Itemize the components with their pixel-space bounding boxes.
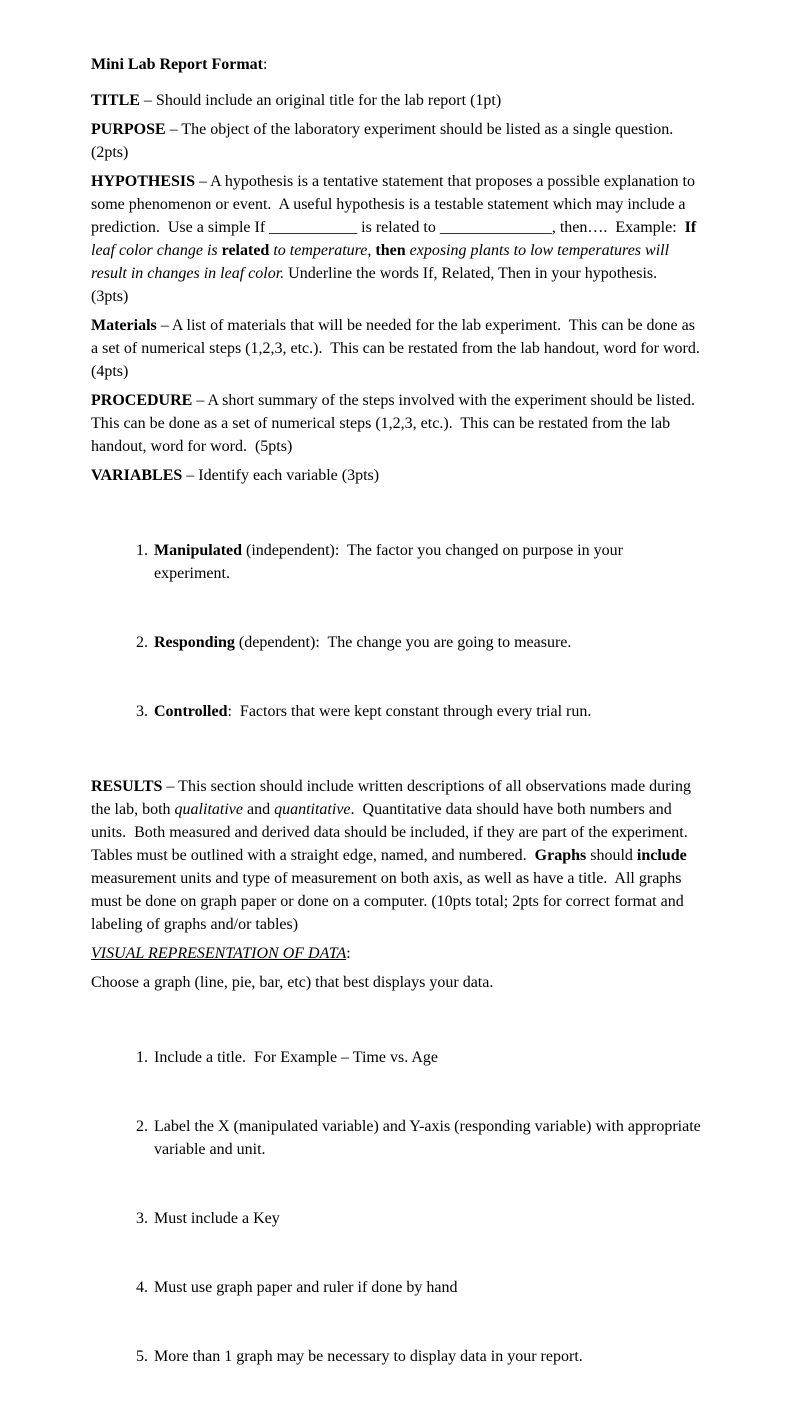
graph-item-axis-labels-text: Label the X (manipulated variable) and Y-axis (responding variable) with appropriate variable and unit. bbox=[154, 1118, 705, 1158]
results-include: include bbox=[636, 847, 687, 864]
graph-list-item-multiple-graphs bbox=[152, 1345, 702, 1368]
graph-list-item-axis-labels bbox=[152, 1115, 705, 1161]
procedure-text: – A short summary of the steps involved with the experiment should be listed. This can be done as a set of numerical steps (1,2,3, etc.). This can be restated from the lab handout, word for word. (5pts) bbox=[91, 392, 703, 455]
materials-text: – A list of materials that will be needed for the lab experiment. This can be done as a set of numerical steps (1,2,3, etc.). This can be restated from the lab handout, word for word. (4pts) bbox=[91, 317, 708, 380]
section-title bbox=[91, 89, 702, 112]
graph-item-title-text: Include a title. For Example – Time vs. Age bbox=[154, 1049, 438, 1066]
graph-item-multiple-graphs-text: More than 1 graph may be necessary to display data in your report. bbox=[154, 1348, 583, 1365]
document-heading-text: Mini Lab Report Format bbox=[91, 56, 263, 73]
choose-graph-text: Choose a graph (line, pie, bar, etc) that best displays your data. bbox=[91, 974, 494, 991]
section-procedure bbox=[91, 389, 702, 458]
variables-list-item-controlled bbox=[152, 700, 702, 723]
variables-label: VARIABLES bbox=[91, 467, 183, 484]
visual-representation-heading-text: VISUAL REPRESENTATION OF DATA bbox=[91, 945, 347, 962]
graph-list-item-graph-paper bbox=[152, 1276, 702, 1299]
results-qualitative: qualitative bbox=[174, 801, 243, 818]
title-label: TITLE bbox=[91, 92, 140, 109]
hypothesis-example-related: related bbox=[221, 242, 270, 259]
results-graphs: Graphs bbox=[534, 847, 587, 864]
document-heading bbox=[91, 53, 702, 76]
graph-requirements-list bbox=[91, 1000, 705, 1414]
hypothesis-example-text-3: exposing plants to low temperatures will result in changes in leaf color. bbox=[91, 242, 674, 282]
materials-label: Materials bbox=[91, 317, 157, 334]
hypothesis-example-if: If bbox=[684, 219, 697, 236]
hypothesis-example-text-1: leaf color change is bbox=[91, 219, 701, 259]
paragraph-choose-graph bbox=[91, 971, 702, 994]
controlled-definition: : Factors that were kept constant through every trial run. bbox=[227, 703, 592, 720]
visual-representation-heading-colon: : bbox=[346, 945, 351, 962]
document-heading-colon: : bbox=[262, 56, 268, 73]
section-results bbox=[91, 775, 702, 936]
results-quantitative: quantitative bbox=[274, 801, 351, 818]
variables-list-item-responding bbox=[152, 631, 702, 654]
manipulated-definition: (independent): The factor you changed on purpose in your experiment. bbox=[154, 542, 627, 582]
hypothesis-example-then: then bbox=[375, 242, 406, 259]
controlled-term: Controlled bbox=[154, 703, 228, 720]
variables-list bbox=[91, 493, 702, 769]
section-visual-representation-heading bbox=[91, 942, 702, 965]
variables-text: – Identify each variable (3pts) bbox=[182, 467, 380, 484]
results-text-1: – This section should include written descriptions of all observations made during the lab, both bbox=[91, 778, 695, 818]
purpose-text: – The object of the laboratory experiment should be listed as a single question. (2pts) bbox=[91, 121, 682, 161]
responding-definition: (dependent): The change you are going to measure. bbox=[234, 634, 572, 651]
responding-term: Responding bbox=[154, 634, 235, 651]
variables-list-item-manipulated bbox=[152, 539, 702, 585]
graph-item-key-text: Must include a Key bbox=[154, 1210, 280, 1227]
title-text: – Should include an original title for the lab report (1pt) bbox=[139, 92, 502, 109]
section-materials bbox=[91, 314, 708, 383]
hypothesis-label: HYPOTHESIS bbox=[91, 173, 196, 190]
section-hypothesis bbox=[91, 170, 702, 308]
manipulated-term: Manipulated bbox=[154, 542, 243, 559]
hypothesis-text-1: – A hypothesis is a tentative statement that proposes a possible explanation to some phenomenon or event. A useful hypothesis is a testable statement which may include a prediction. Use a simple If ___________ is related to ______________, then…. Example: bbox=[91, 173, 699, 236]
graph-list-item-title bbox=[152, 1046, 702, 1069]
results-text-3: . Quantitative data should have both numbers and units. Both measured and derived data should be included, if they are part of the experiment. Tables must be outlined with a straight edge, named, and numbered. bbox=[91, 801, 696, 864]
graph-item-graph-paper-text: Must use graph paper and ruler if done by hand bbox=[154, 1279, 458, 1296]
procedure-label: PROCEDURE bbox=[91, 392, 193, 409]
section-variables bbox=[91, 464, 702, 487]
results-text-4: should bbox=[586, 847, 637, 864]
hypothesis-text-2: Underline the words If, Related, Then in your hypothesis. (3pts) bbox=[91, 265, 666, 305]
purpose-label: PURPOSE bbox=[91, 121, 166, 138]
results-text-2: and bbox=[242, 801, 275, 818]
graph-list-item-key bbox=[152, 1207, 702, 1230]
results-label: RESULTS bbox=[91, 778, 163, 795]
hypothesis-example-text-2: to temperature, bbox=[269, 242, 376, 259]
results-text-5: measurement units and type of measurement on both axis, as well as have a title. All graphs must be done on graph paper or done on a computer. (10pts total; 2pts for correct format and labeling of graphs and/or tables) bbox=[91, 847, 691, 933]
section-purpose bbox=[91, 118, 702, 164]
